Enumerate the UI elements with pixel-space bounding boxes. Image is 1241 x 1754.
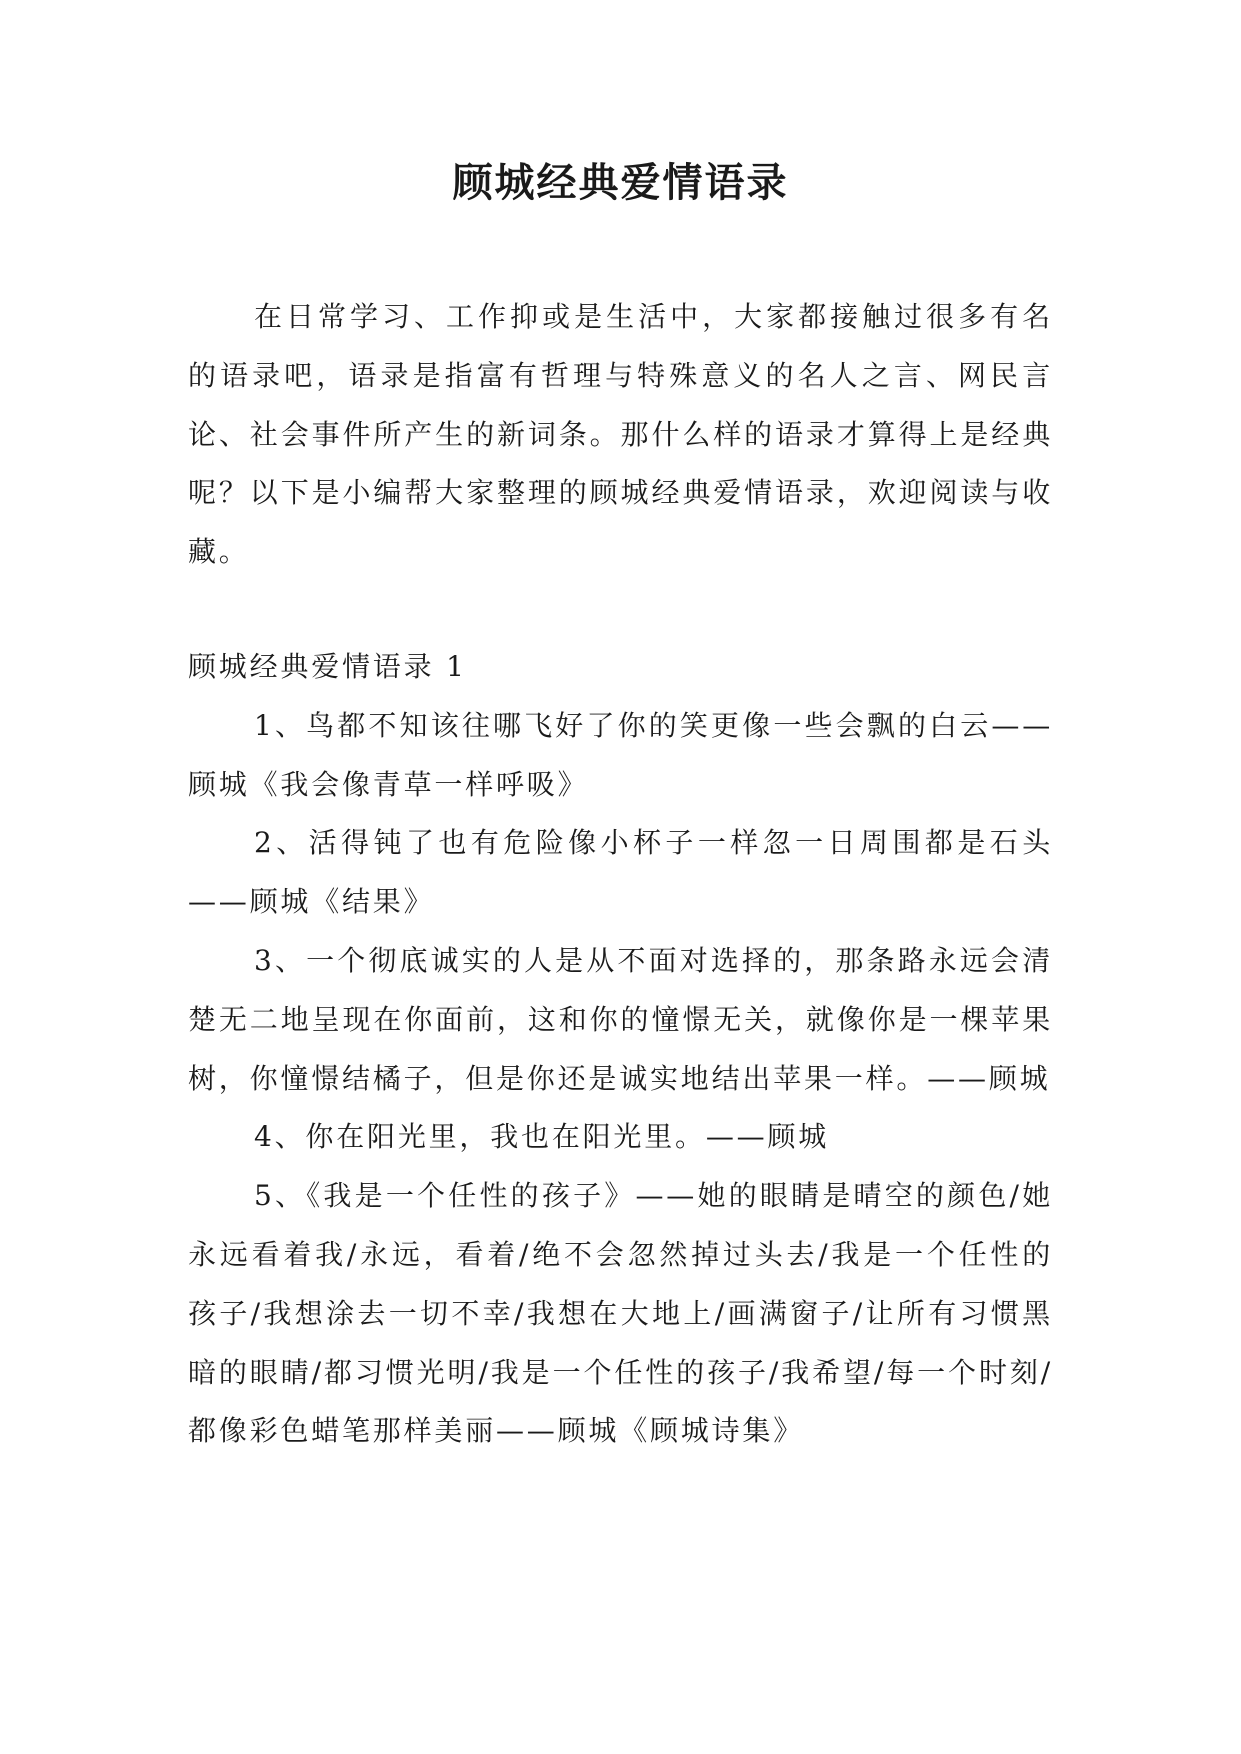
section-spacer	[188, 582, 1053, 638]
quote-item-4: 4、你在阳光里，我也在阳光里。——顾城	[254, 1120, 830, 1154]
page-title: 顾城经典爱情语录	[452, 160, 789, 206]
quote-item-1: 1、鸟都不知该往哪飞好了你的笑更像一些会飘的白云——顾城《我会像青草一样呼吸》	[188, 708, 1053, 801]
quote-item-5: 5、《我是一个任性的孩子》——她的眼睛是晴空的颜色/她永远看着我/永远，看着/绝不会忽然掉过头去/我是一个任性的孩子/我想涂去一切不幸/我想在大地上/画满窗子/让所有习惯黑暗的眼睛/都习惯光明/我是一个任性的孩子/我希望/每一个时刻/都像彩色蜡笔那样美丽——顾城《顾城诗集》	[188, 1179, 1053, 1448]
section-heading: 顾城经典爱情语录 1	[188, 649, 467, 683]
quote-item-2: 2、活得钝了也有危险像小杯子一样忽一日周围都是石头——顾城《结果》	[188, 826, 1053, 919]
quote-item-3: 3、一个彻底诚实的人是从不面对选择的，那条路永远会清楚无二地呈现在你面前，这和你的憧憬无关，就像你是一棵苹果树，你憧憬结橘子，但是你还是诚实地结出苹果一样。——顾城	[188, 943, 1053, 1095]
document-body	[188, 288, 1053, 1461]
intro-paragraph: 在日常学习、工作抑或是生活中，大家都接触过很多有名的语录吧，语录是指富有哲理与特殊意义的名人之言、网民言论、社会事件所产生的新词条。那什么样的语录才算得上是经典呢？以下是小编帮大家整理的顾城经典爱情语录，欢迎阅读与收藏。	[188, 300, 1053, 569]
